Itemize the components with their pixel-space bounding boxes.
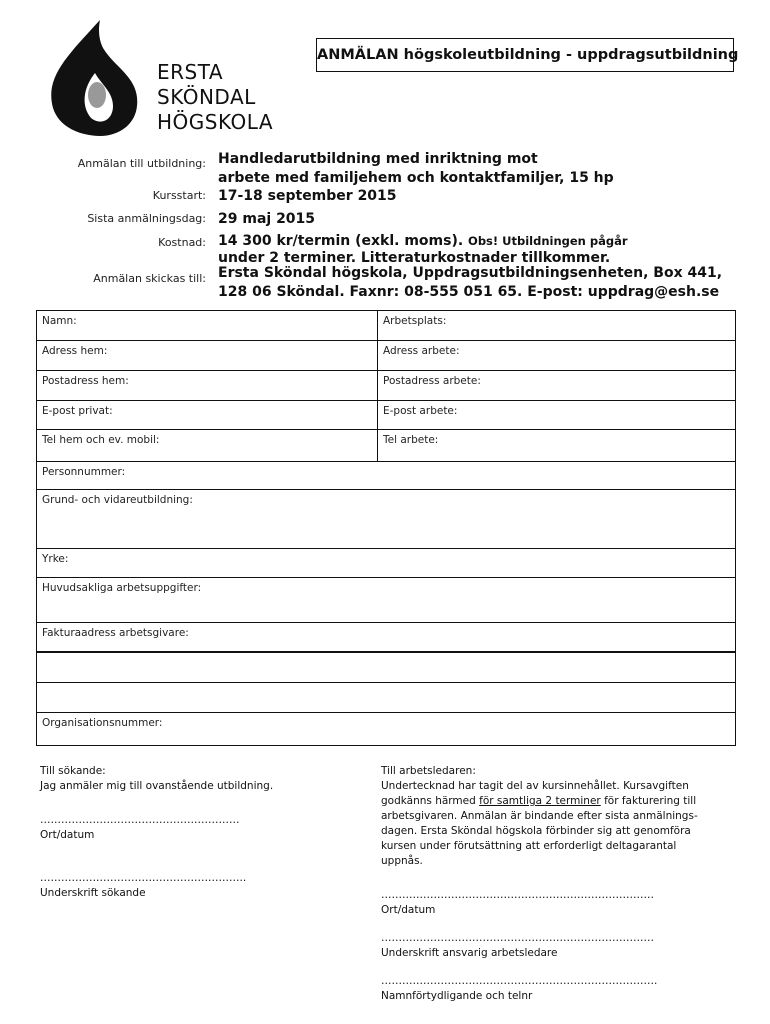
arbetsledare-text-4: dagen. Ersta Sköndal högskola förbinder sig att genomföra xyxy=(381,825,691,837)
epost-privat-field[interactable]: E-post privat: xyxy=(42,405,113,417)
arbetsplats-field[interactable]: Arbetsplats: xyxy=(377,311,735,340)
arbetsledare-underskrift-label: Underskrift ansvarig arbetsledare xyxy=(381,947,558,959)
kostnad-value-2: under 2 terminer. Litteraturkostnader tillkommer. xyxy=(218,250,611,266)
arbetsledare-text-2c: för fakturering till xyxy=(604,795,697,807)
sista-value: 29 maj 2015 xyxy=(218,211,316,227)
logo-text xyxy=(157,60,273,135)
tel-arbete-field[interactable]: Tel arbete: xyxy=(377,430,735,461)
fakturaadress-field[interactable]: Fakturaadress arbetsgivare: xyxy=(42,627,189,639)
arbetsledare-text-2a: godkänns härmed xyxy=(381,795,476,807)
form-title: ANMÄLAN högskoleutbildning - uppdragsutbildning xyxy=(316,38,734,72)
utbildning-label: Anmälan till utbildning: xyxy=(77,157,206,170)
namn-field[interactable]: Namn: xyxy=(42,315,77,327)
skickas-value-2: 128 06 Sköndal. Faxnr: 08-555 051 65. E-post: uppdrag@esh.se xyxy=(218,284,720,300)
arbetsledare-text-2 xyxy=(381,794,721,809)
sokande-heading: Till sökande: xyxy=(40,765,106,777)
arbetsledare-text-5: kursen under förutsättning att erforderligt deltagarantal uppnås. xyxy=(381,840,677,867)
utbildning-value-2: arbete med familjehem och kontaktfamiljer, 15 hp xyxy=(218,170,614,186)
skickas-value: Ersta Sköndal högskola, Uppdragsutbildningsenheten, Box 441, xyxy=(218,265,723,281)
arbetsledare-text-2b: för samtliga 2 terminer xyxy=(479,795,601,807)
arbetsledare-text-1: Undertecknad har tagit del av kursinnehållet. Kursavgiften xyxy=(381,780,689,792)
sokande-underskrift-label: Underskrift sökande xyxy=(40,887,146,899)
logo-line: ERSTA xyxy=(157,60,224,84)
fakturaadress-line-2[interactable] xyxy=(37,653,735,682)
flame-logo-icon xyxy=(45,18,155,138)
logo xyxy=(45,18,285,138)
sokande-ort-datum-label: Ort/datum xyxy=(40,829,95,841)
application-form xyxy=(36,310,736,746)
kursstart-value: 17-18 september 2015 xyxy=(218,188,397,204)
kostnad-amount: 14 300 kr/termin (exkl. moms). xyxy=(218,233,464,249)
arbetsledare-underskrift-line[interactable]: …………………………………………………………………… xyxy=(381,932,654,944)
logo-line: SKÖNDAL xyxy=(157,85,256,109)
arbetsledare-namn-label: Namnförtydligande och telnr xyxy=(381,990,533,1002)
utbildning-value: Handledarutbildning med inriktning mot xyxy=(218,151,538,167)
tel-hem-field[interactable]: Tel hem och ev. mobil: xyxy=(42,434,160,446)
arbetsledare-namn-line[interactable]: ……………………………………………………………………. xyxy=(381,975,658,987)
organisationsnummer-field[interactable]: Organisationsnummer: xyxy=(42,717,163,729)
postadress-arbete-field[interactable]: Postadress arbete: xyxy=(377,371,735,400)
sokande-underskrift-line[interactable]: ………………………………………………….. xyxy=(40,872,247,884)
sokande-ort-datum-line[interactable]: ………………………………………………… xyxy=(40,814,240,826)
fakturaadress-line-3[interactable] xyxy=(37,683,735,712)
skickas-label: Anmälan skickas till: xyxy=(93,272,206,285)
sokande-section xyxy=(40,764,360,901)
arbetsledare-section xyxy=(381,764,721,1004)
arbetsledare-heading: Till arbetsledaren: xyxy=(381,765,476,777)
arbetsledare-text-3: arbetsgivaren. Anmälan är bindande efter sista anmälnings- xyxy=(381,810,698,822)
postadress-hem-field[interactable]: Postadress hem: xyxy=(42,375,129,387)
kursstart-label: Kursstart: xyxy=(152,189,206,202)
adress-hem-field[interactable]: Adress hem: xyxy=(42,345,108,357)
adress-arbete-field[interactable]: Adress arbete: xyxy=(377,341,735,370)
kostnad-label: Kostnad: xyxy=(158,236,206,249)
arbetsuppgifter-field[interactable]: Huvudsakliga arbetsuppgifter: xyxy=(42,582,202,594)
sokande-text: Jag anmäler mig till ovanstående utbildning. xyxy=(40,780,274,792)
sista-label: Sista anmälningsdag: xyxy=(87,212,206,225)
yrke-field[interactable]: Yrke: xyxy=(42,553,69,565)
personnummer-field[interactable]: Personnummer: xyxy=(42,466,126,478)
utbildning-field[interactable]: Grund- och vidareutbildning: xyxy=(42,494,193,506)
kostnad-note: Obs! Utbildningen pågår xyxy=(468,234,628,248)
arbetsledare-ort-datum-label: Ort/datum xyxy=(381,904,436,916)
epost-arbete-field[interactable]: E-post arbete: xyxy=(377,401,735,429)
logo-line: HÖGSKOLA xyxy=(157,110,274,134)
arbetsledare-ort-datum-line[interactable]: …………………………………………………………………… xyxy=(381,889,654,901)
